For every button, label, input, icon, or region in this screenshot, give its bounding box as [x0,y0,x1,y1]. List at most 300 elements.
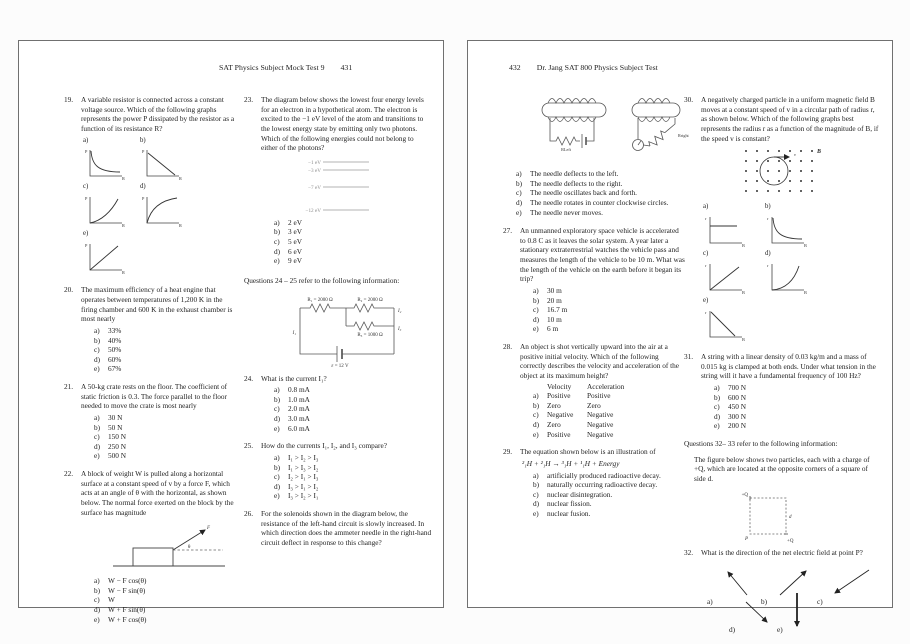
answer-option [533,391,685,401]
option-letter: c) [714,402,720,412]
field-label: B [817,149,822,156]
q19-graph-b [138,137,195,184]
option-letter: c) [274,404,280,414]
answer-option [533,324,685,334]
right-resistor-label: Rright [678,133,689,138]
answer-option [516,208,685,218]
velocity-value: Positive [547,429,571,439]
option-text: 250 N [108,441,127,451]
option-text: I₁ > I₃ > I₂ [288,462,319,472]
solenoid-diagram [528,87,703,165]
column-2 [684,95,880,643]
option-letter: a) [274,452,280,462]
q30-answer-graphs [701,203,880,344]
current-i2-label: I₂ [398,308,402,314]
answer-option [274,414,432,424]
answer-option [94,423,236,433]
option-letter: e) [274,423,280,433]
option-text: 50% [108,345,122,355]
question-25 [244,441,432,501]
column-2 [244,95,432,557]
option-text: I₁ > I₂ > I₃ [288,452,319,462]
option-letter: a) [703,203,709,211]
velocity-value: Zero [547,420,561,429]
book-page-432 [467,40,893,635]
option-letter: e) [533,509,539,518]
option-letter: d) [533,314,540,324]
q26-options [503,169,685,217]
question-text: A variable resistor is connected across a constant voltage source. Which of the following graphs represents the power P dissipated by the resistor as a function of its resistance R? [81,95,235,133]
page-header [219,63,352,72]
q19-graph-a [81,137,138,184]
energy-level-label: −3 eV [308,167,321,174]
option-letter: e) [516,207,522,217]
option-letter: e) [714,421,720,431]
option-letter: b) [533,295,540,305]
option-letter: a) [94,325,100,335]
answer-option [533,401,685,411]
option-letter: d) [516,197,523,207]
option-text: 6 eV [288,246,302,256]
option-text: 6.0 mA [288,423,310,433]
acceleration-value: Negative [587,429,614,439]
option-letter: a) [94,576,100,586]
answer-option [714,421,880,431]
axis-label: B [742,337,745,343]
question-number: 31. [684,352,694,362]
circuit-diagram [284,292,424,368]
option-letter: a) [516,169,522,178]
answer-option [714,412,880,422]
header-title: SAT Physics Subject Mock Test 9 [219,63,325,72]
point-p-label: P [744,536,748,542]
energy-level-label: −1 eV [308,159,321,166]
option-letter: a) [533,391,539,401]
question-32 [684,548,880,644]
q30-graph-e [701,297,763,344]
option-text: 300 N [728,411,747,421]
question-19 [64,95,236,277]
option-letter: e) [274,491,280,501]
answer-option [274,237,432,247]
magnetic-field-diagram [733,144,825,200]
question-text: A string with a linear density of 0.03 kg/m and a mass of 0.015 kg is clamped at both ends. Under what tension in the string will it have a fundamental frequency of 100 Hz? [701,352,876,381]
answer-option [94,615,236,625]
q30-graph-c [701,250,763,297]
option-text: 50 N [108,422,123,432]
question-number: 22. [64,469,74,479]
axis-label: r [705,263,707,269]
option-letter: e) [274,256,280,266]
axis-label: P [85,196,88,202]
option-letter: b) [94,585,101,595]
option-text: 9 eV [288,256,302,266]
answer-option [533,471,685,481]
question-number: 23. [244,95,254,104]
angle-label: θ [188,545,191,551]
option-letter: d) [765,250,771,258]
question-21 [64,382,236,461]
option-letter: c) [516,188,522,198]
velocity-value: Zero [547,400,561,410]
energy-level-label: −7 eV [308,184,321,191]
option-text: 2 eV [288,217,302,227]
answer-option [516,169,685,179]
column-1 [64,95,236,632]
acceleration-value: Positive [587,391,611,401]
arrow-down-left [829,567,873,599]
option-text: W − F sin(θ) [108,585,146,595]
answer-option [533,499,685,509]
answer-option [94,442,236,452]
option-letter: b) [533,480,540,490]
option-text: 700 N [728,382,747,392]
answer-option [533,410,685,420]
axis-label: R [122,223,125,229]
option-letter: d) [729,625,736,635]
answer-option [714,383,880,393]
question-number: 20. [64,285,74,295]
option-letter: c) [94,345,100,355]
answer-option [533,296,685,306]
option-text: 33% [108,325,122,335]
option-text: 2.0 mA [288,404,310,414]
option-letter: d) [94,441,101,451]
option-letter: a) [533,285,539,295]
q19-graph-c [81,183,138,230]
option-letter: c) [94,595,100,605]
answer-option [533,480,685,490]
axis-label: P [85,149,88,155]
question-26 [244,509,432,549]
book-page-431 [18,40,444,624]
question-20 [64,285,236,374]
option-letter: e) [533,429,539,439]
answer-option [94,326,236,336]
column-1 [503,87,689,527]
questions-32-33-intro: Questions 32– 33 refer to the following information: [684,439,838,449]
option-text: 200 N [728,421,747,431]
q19-graph-e [81,230,138,277]
velocity-label: v [794,152,797,158]
answer-option [533,490,685,500]
option-letter: e) [83,230,89,238]
answer-option [94,413,236,423]
axis-label: B [742,290,745,296]
answer-option [94,576,236,586]
axis-label: P [142,149,145,155]
questions-24-25-intro: Questions 24 – 25 refer to the following information: [244,275,400,285]
energy-level-label: −12 eV [305,207,321,214]
header-title: Dr. Jang SAT 800 Physics Subject Test [536,63,658,72]
column-header: Acceleration [587,381,625,391]
question-text: A negatively charged particle in a uniform magnetic field B moves at a constant speed of v in a circular path of radius r, as shown below. Which of the following graphs best represents the radius r as a function of the magnitude of B, if the speed v is constant? [701,95,879,143]
velocity-value: Positive [547,391,571,401]
option-letter: c) [274,472,280,482]
option-text: 40% [108,335,122,345]
block-pulled-diagram [101,518,236,574]
resistor-r3-label: R₃ = 1000 Ω [357,332,383,338]
option-letter: b) [765,203,771,211]
axis-label: R [122,176,125,182]
option-letter: b) [274,394,281,404]
answer-option [274,424,432,434]
question-number: 21. [64,382,74,392]
option-text: nuclear fission. [547,499,592,509]
option-text: 450 N [728,402,747,412]
option-letter: b) [274,227,281,237]
axis-label: r [705,310,707,316]
option-text: The needle deflects to the right. [530,178,623,188]
option-text: nuclear disintegration. [547,489,613,499]
left-resistor-label: RLeft [561,147,571,152]
question-text: A 50-kg crate rests on the floor. The coefficient of static friction is 0.3. The force parallel to the floor needed to move the crate is most nearly [81,382,228,411]
option-letter: a) [94,412,100,422]
option-text: I₃ > I₂ > I₁ [288,491,319,501]
option-text: I₃ > I₁ > I₂ [288,481,319,491]
answer-option [714,402,880,412]
option-text: naturally occurring radioactive decay. [547,480,658,490]
option-letter: c) [83,183,89,191]
arrow-up-left [721,565,757,599]
option-letter: d) [140,183,146,191]
charge-bottom-right-label: +Q [787,538,794,544]
answer-option [94,345,236,355]
energy-level-diagram [279,154,379,216]
option-text: 10 m [547,314,562,324]
option-letter: d) [714,411,721,421]
option-text: W + F cos(θ) [108,614,147,624]
answer-option [94,605,236,615]
axis-label: r [767,263,769,269]
question-text: The maximum efficiency of a heat engine that operates between temperatures of 1,200 K in the firing chamber and 600 K in the exhaust chamber is most nearly [81,285,233,324]
answer-option [274,404,432,414]
option-letter: a) [83,136,89,144]
nuclear-equation: ²₁H + ²₁H → ³₁H + ¹₁H + Energy [522,458,620,468]
option-text: nuclear fusion. [547,509,591,518]
answer-option [533,430,685,440]
option-text: 67% [108,364,122,374]
answer-option [274,218,432,228]
q30-graph-b [763,203,825,250]
axis-label: R [179,176,182,182]
option-text: W [108,595,115,605]
option-letter: a) [274,217,280,227]
option-letter: b) [761,597,768,607]
question-24 [244,374,432,434]
answer-option [274,463,432,473]
option-text: W + F sin(θ) [108,605,146,615]
option-letter: a) [707,597,713,607]
answer-option [94,595,236,605]
option-letter: b) [94,422,101,432]
question-number: 27. [503,226,513,236]
option-text: 5 eV [288,237,302,246]
column-header: Velocity [547,381,572,391]
option-letter: c) [817,597,823,607]
option-letter: c) [94,432,100,442]
answer-option [274,247,432,257]
side-length-label: d [789,514,792,520]
q19-graph-d [138,183,195,230]
option-text: 60% [108,354,122,364]
emf-label: ε = 12 V [331,363,349,369]
option-letter: a) [533,470,539,480]
option-text: 3 eV [288,227,302,237]
axis-label: B [742,243,745,249]
resistor-r2-label: R₂ = 2000 Ω [357,297,383,303]
question-28 [503,342,685,439]
option-text: 500 N [108,451,127,461]
answer-option [274,395,432,405]
question-22 [64,469,236,624]
answer-option [274,491,432,501]
current-i1-label: I₁ [292,330,296,336]
option-text: 3.0 mA [288,414,310,423]
option-letter: a) [274,385,280,395]
option-letter: e) [533,324,539,334]
answer-option [94,336,236,346]
answer-option [714,393,880,403]
answer-option [533,305,685,315]
option-letter: b) [274,462,281,472]
answer-option [94,432,236,442]
axis-label: r [705,216,707,222]
question-29 [503,447,685,518]
axis-label: R [122,270,125,276]
option-text: The needle never moves. [530,207,603,217]
answer-option [274,453,432,463]
q19-answer-graphs [81,137,236,278]
answer-option [94,364,236,374]
question-text: How do the currents I₁, I₂, and I₃ compare? [261,441,387,451]
q30-graph-d [763,250,825,297]
acceleration-value: Negative [587,410,614,420]
velocity-value: Negative [547,410,574,420]
answer-option [516,179,685,189]
question-number: 28. [503,342,513,351]
question-23 [244,95,432,266]
axis-label: R [179,223,182,229]
question-27 [503,226,685,334]
option-text: W − F cos(θ) [108,576,147,586]
option-text: 0.8 mA [288,385,310,395]
option-text: 30 m [547,285,562,295]
answer-option [94,355,236,365]
option-text: 600 N [728,392,747,402]
axis-label: P [142,196,145,202]
question-30 [684,95,880,344]
axis-label: P [85,243,88,249]
option-text: 16.7 m [547,305,568,315]
question-text: The diagram below shows the lowest four energy levels for an electron in a hypothetical atom. The electron is excited to the −1 eV level of the atom and transitions to the lowest energy state by emitting only two photons. Which of the following energies could not belong to either of the photons? [261,95,424,153]
option-letter: d) [274,481,281,491]
question-text: An unmanned exploratory space vehicle is accelerated to 0.8 C as it leaves the solar system. A year later a stationary extraterrestrial watches the vehicle pass and measures the length of the vehicle to be 10 m. What was the length of the vehicle on the earth before it began its trip? [520,226,685,284]
option-letter: c) [274,237,280,246]
option-text: I₂ > I₁ > I₃ [288,472,319,482]
option-letter: b) [140,136,146,144]
question-number: 24. [244,373,254,383]
q30-graph-a [701,203,763,250]
answer-option [94,586,236,596]
option-text: 150 N [108,432,127,442]
current-i3-label: I₃ [398,326,402,332]
axis-label: B [804,243,807,249]
option-letter: c) [533,305,539,315]
option-text: 20 m [547,295,562,305]
question-number: 19. [64,95,74,104]
question-text: The equation shown below is an illustration of [520,447,656,457]
option-letter: c) [533,489,539,499]
axis-label: r [767,216,769,222]
acceleration-value: Zero [587,400,601,410]
answer-option [516,188,685,198]
option-letter: d) [533,420,540,429]
question-number: 26. [244,509,254,518]
answer-option [274,227,432,237]
page-number: 432 [509,63,521,72]
option-letter: b) [94,335,101,345]
q28-table-header [547,382,685,392]
option-letter: d) [94,605,101,615]
option-letter: d) [274,414,281,423]
question-text: A block of weight W is pulled along a horizontal surface at a constant speed of v by a force F, which acts at an angle of θ with the horizontal, as shown below. The normal force exerted on the block by the surface has magnitude [81,469,234,517]
option-letter: d) [274,246,281,256]
option-text: 6 m [547,324,559,334]
force-label: F [207,526,211,532]
question-31 [684,352,880,431]
acceleration-value: Negative [587,420,614,429]
option-text: The needle rotates in counter clockwise circles. [530,197,669,207]
option-letter: e) [94,364,100,374]
answer-option [274,472,432,482]
option-letter: e) [94,451,100,461]
question-number: 29. [503,447,513,457]
option-text: The needle deflects to the left. [530,169,619,178]
answer-option [533,286,685,296]
question-number: 32. [684,547,694,557]
answer-option [533,420,685,430]
option-text: 1.0 mA [288,394,310,404]
answer-option [274,385,432,395]
option-text: artificially produced radioactive decay. [547,470,661,480]
answer-option [533,315,685,325]
axis-label: B [804,290,807,296]
q32-answer-arrows [701,561,880,643]
question-text: An object is shot vertically upward into the air at a positive initial velocity. Which of the following correctly describes the velocity and acceleration of the object at its maximum height? [520,342,680,380]
option-letter: b) [533,400,540,410]
question-number: 30. [684,95,694,104]
option-letter: c) [703,250,709,258]
option-letter: d) [533,499,540,509]
questions-32-33-text: The figure below shows two particles, each with a charge of +Q, which are located at the opposite corners of a square of side d. [694,454,870,483]
square-charges-diagram [724,488,808,546]
answer-option [274,482,432,492]
arrow-down-right [743,599,775,631]
option-letter: d) [94,354,101,364]
page-header [509,63,658,72]
arrow-down [791,591,805,633]
option-letter: e) [94,614,100,624]
answer-option [516,198,685,208]
charge-top-left-label: +Q [741,492,748,498]
option-letter: b) [714,392,721,402]
option-letter: e) [777,625,783,635]
option-letter: c) [533,410,539,420]
page-number: 431 [340,63,353,72]
question-text: For the solenoids shown in the diagram below, the resistance of the left-hand circuit is slowly increased. In which direction does the ammeter needle in the right-hand circuit deflect in response to this change? [261,509,432,547]
answer-option [533,509,685,519]
